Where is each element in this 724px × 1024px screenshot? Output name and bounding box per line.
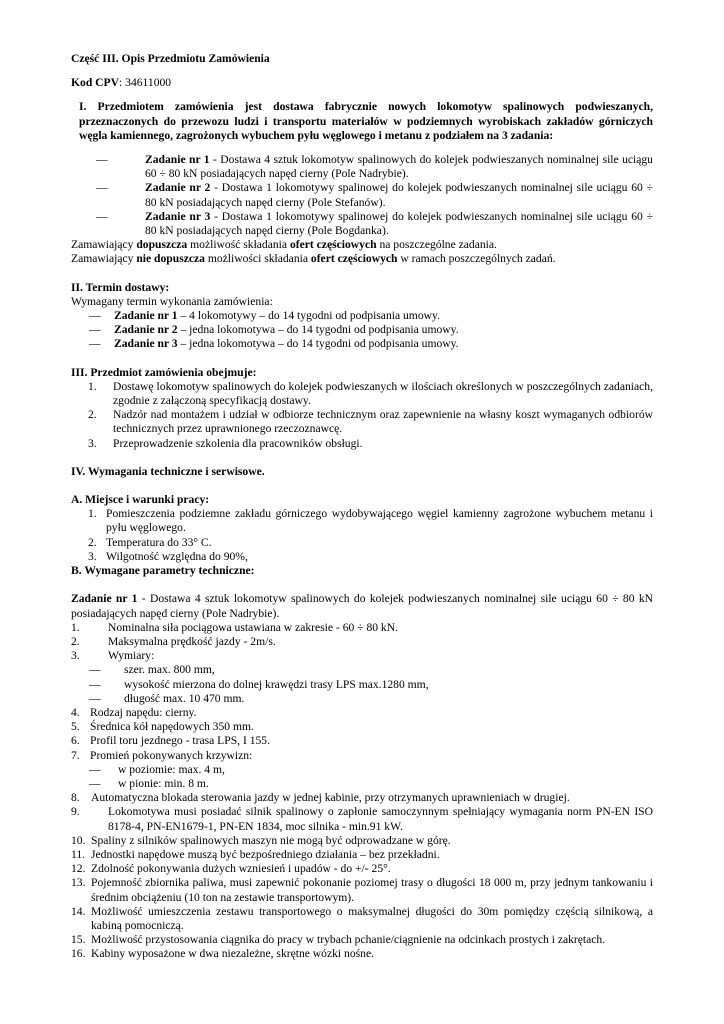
- termin-title: II. Termin dostawy:: [71, 280, 170, 294]
- list-item: [71, 848, 653, 862]
- dash-bullet: —: [89, 663, 101, 677]
- item-text: Kabiny wyposażone w dwa niezależne, skrętne wózki nośne.: [91, 947, 374, 961]
- tech-list-3: [71, 791, 653, 961]
- item-text: Dostawę lokomotyw spalinowych do kolejek podwieszanych w ilościach określonych w poszczególnych zadaniach, zgodnie z załączoną specyfikacją dostawy.: [113, 379, 653, 408]
- text-run: na poszczególne zadania.: [376, 238, 497, 252]
- list-item: [71, 876, 653, 904]
- list-item: [71, 905, 653, 933]
- list-item: [88, 550, 653, 564]
- item-text: Lokomotywa musi posiadać silnik spalinowy o zapłonie samoczynnym spełniający wymagania norm PN-EN ISO 8178-4, PN-EN1679-1, PN-EN 1834, moc silnika - min.91 kW.: [108, 805, 653, 833]
- item-number: 6.: [71, 734, 80, 748]
- item-text: Rodzaj napędu: cierny.: [90, 705, 197, 719]
- item-number: 8.: [71, 791, 80, 805]
- list-item: [95, 153, 653, 181]
- dash-bullet: —: [96, 209, 108, 223]
- item-number: 16.: [71, 947, 86, 961]
- item-text: szer. max. 800 mm,: [124, 663, 215, 677]
- list-item: [71, 749, 653, 763]
- cpv-sep: :: [119, 76, 123, 90]
- wymagania-title: IV. Wymagania techniczne i serwisowe.: [71, 464, 265, 478]
- list-item: [71, 635, 653, 649]
- text-run: możliwość składania: [187, 238, 290, 252]
- text-run: ofert częściowych: [310, 252, 398, 266]
- list-item: [95, 181, 653, 209]
- item-number: 1.: [88, 507, 97, 521]
- text-run: Zamawiający: [71, 238, 137, 252]
- intro-line-rest: przeznaczonych do przewozu ludzi i transportu materiałów w podziemnych wyrobiskach zakładów górniczych węgla kamiennego, zagrożonych wybuchem pyłu węglowego i metanu z podziałem na 3 zadania:: [79, 114, 653, 142]
- tech-list-2: [71, 706, 653, 763]
- list-item: [95, 210, 653, 238]
- item-text: Temperatura do 33° C.: [106, 535, 212, 549]
- item-text: Nominalna siła pociągowa ustawiana w zakresie - 60 ÷ 80 kN.: [108, 620, 399, 634]
- dash-bullet: —: [89, 337, 101, 351]
- termin-list: [71, 309, 653, 352]
- miejsce-title: A. Miejsce i warunki pracy:: [71, 493, 210, 507]
- oferty-line: [71, 238, 653, 252]
- list-item: [89, 777, 653, 791]
- list-item: [88, 536, 653, 550]
- item-text: Spaliny z silników spalinowych maszyn nie mogą być odprowadzane w górę.: [91, 833, 451, 847]
- termin-text: – jedna lokomotywa – do 14 tygodni od podpisania umowy.: [177, 323, 459, 337]
- text-run: ofert częściowych: [289, 238, 377, 252]
- item-number: 11.: [71, 847, 86, 861]
- dash-bullet: —: [89, 691, 101, 705]
- list-item: [71, 706, 653, 720]
- list-item: [89, 663, 653, 677]
- item-number: 5.: [71, 720, 80, 734]
- item-number: 3.: [71, 649, 80, 663]
- list-item: [71, 862, 653, 876]
- parametry-title: B. Wymagane parametry techniczne:: [71, 564, 255, 578]
- item-text: Nadzór nad montażem i udział w odbiorze technicznym oraz zapewnienie na własny koszt wymaganych odbiorów technicznych przez uprawnionego rzeczoznawcę.: [113, 408, 653, 436]
- item-number: 3.: [88, 436, 97, 450]
- item-number: 1.: [88, 379, 97, 393]
- list-item: [71, 834, 653, 848]
- list-item: [89, 309, 653, 323]
- cpv-line: [71, 76, 653, 90]
- miejsce-list: [71, 507, 653, 564]
- text-run: w ramach poszczególnych zadań.: [397, 252, 556, 266]
- list-item: [88, 507, 653, 535]
- przedmiot-list: [71, 380, 653, 451]
- item-text: wysokość mierzona do dolnej krawędzi trasy LPS max.1280 mm,: [124, 677, 429, 691]
- document-page: [71, 52, 653, 962]
- cpv-code: 34611000: [125, 76, 172, 90]
- item-number: 2.: [71, 634, 80, 648]
- list-item: [71, 621, 653, 635]
- list-item: [89, 337, 653, 351]
- item-number: 9.: [71, 805, 80, 819]
- dash-bullet: —: [96, 153, 108, 167]
- dash-bullet: —: [96, 181, 108, 195]
- text-run: możliwości składania: [204, 252, 311, 266]
- item-text: Automatyczna blokada sterowania jazdy w jednej kabinie, przy otrzymanych uprawnieniach w drugiej.: [91, 791, 570, 805]
- przedmiot-title: III. Przedmiot zamówienia obejmuje:: [71, 365, 257, 379]
- promien-list: [71, 763, 653, 791]
- zadanie-label: Zadanie nr 1: [145, 153, 210, 167]
- dash-bullet: —: [89, 776, 101, 790]
- zadanie-text: - Dostawa 1 lokomotywy spalinowej do kolejek podwieszanych nominalnej sile uciągu 60 ÷ 80 kN posiadających napęd cierny (Pole Bogdanka).: [145, 209, 653, 238]
- list-item: [89, 323, 653, 337]
- zadanie-label: Zadanie nr 3: [145, 209, 211, 223]
- item-number: 3.: [88, 549, 97, 563]
- dash-bullet: —: [89, 762, 101, 776]
- item-number: 2.: [88, 408, 97, 422]
- cpv-label: Kod CPV: [71, 76, 119, 90]
- item-text: Zdolność pokonywania dużych wzniesień i upadów - do +/- 25°.: [91, 862, 391, 876]
- text-run: nie dopuszcza: [136, 252, 205, 266]
- list-item: [88, 408, 653, 436]
- item-number: 12.: [71, 862, 86, 876]
- list-item: [89, 678, 653, 692]
- item-text: Wymiary:: [108, 649, 155, 663]
- list-item: [71, 734, 653, 748]
- wymiary-list: [71, 663, 653, 706]
- item-number: 13.: [71, 876, 86, 890]
- item-text: w pionie: min. 8 m.: [118, 776, 209, 790]
- item-text: Przeprowadzenie szkolenia dla pracowników obsługi.: [113, 436, 363, 450]
- item-number: 7.: [71, 748, 80, 762]
- item-text: w poziomie: max. 4 m,: [118, 762, 225, 776]
- item-number: 1.: [71, 620, 80, 634]
- oferty-line: [71, 252, 653, 266]
- zadanie-label: Zadanie nr 3: [114, 337, 178, 351]
- item-text: Wilgotność względna do 90%,: [106, 549, 248, 563]
- item-text: Maksymalna prędkość jazdy - 2m/s.: [108, 634, 276, 648]
- zadanie-label: Zadanie nr 1: [114, 309, 178, 323]
- list-item: [71, 933, 653, 947]
- list-item: [71, 649, 653, 663]
- item-text: Średnica kół napędowych 350 mm.: [90, 720, 254, 734]
- zadanie-label: Zadanie nr 2: [145, 181, 211, 195]
- list-item: [89, 763, 653, 777]
- item-text: Profil toru jezdnego - trasa LPS, I 155.: [90, 734, 270, 748]
- list-item: [71, 805, 653, 833]
- text-run: Zamawiający: [71, 252, 137, 266]
- item-text: Promień pokonywanych krzywizn:: [90, 748, 253, 762]
- list-item: [89, 692, 653, 706]
- text-run: dopuszcza: [136, 238, 188, 252]
- item-text: długość max. 10 470 mm.: [124, 691, 245, 705]
- section-heading: Część III. Opis Przedmiotu Zamówienia: [71, 52, 270, 65]
- zadania-list: [71, 153, 653, 238]
- dash-bullet: —: [89, 677, 101, 691]
- item-text: Pomieszczenia podziemne zakładu górniczego wydobywającego węgiel kamienny zagrożone wybuchem metanu i pyłu węglowego.: [106, 507, 653, 535]
- item-number: 10.: [71, 833, 86, 847]
- list-item: [88, 437, 653, 451]
- list-item: [71, 947, 653, 961]
- item-number: 2.: [88, 535, 97, 549]
- termin-intro: Wymagany termin wykonania zamówienia:: [71, 294, 273, 308]
- item-text: Pojemność zbiornika paliwa, musi zapewnić pokonanie poziomej trasy o długości 18 000 m, przy jednym tankowaniu i średnim obciążeniu (10 ton na zestawie transportowym).: [91, 876, 653, 904]
- zadanie-label: Zadanie nr 1: [71, 592, 138, 606]
- item-text: Jednostki napędowe muszą być bezpośredniego działania – bez przekładni.: [91, 847, 440, 861]
- list-item: [71, 720, 653, 734]
- intro-line-1: I. Przedmiotem zamówienia jest dostawa fabrycznie nowych lokomotyw spalinowych podwieszanych,: [79, 100, 653, 114]
- item-number: 15.: [71, 933, 86, 947]
- list-item: [88, 380, 653, 408]
- termin-text: – jedna lokomotywa – do 14 tygodni od podpisania umowy.: [177, 337, 459, 351]
- intro-paragraph: [79, 100, 653, 143]
- tech-list: [71, 621, 653, 664]
- zadanie-text: - Dostawa 4 sztuk lokomotyw spalinowych do kolejek podwieszanych nominalnej sile uciągu 60 ÷ 80 kN posiadających napęd cierny (Pole Nadrybie).: [71, 592, 653, 620]
- item-text: Możliwość przystosowania ciągnika do pracy w trybach pchanie/ciągnienie na odcinkach prostych i zakrętach.: [91, 933, 606, 947]
- zadanie-text: - Dostawa 1 lokomotywy spalinowej do kolejek podwieszanych nominalnej sile uciągu 60 ÷ 80 kN posiadających napęd cierny (Pole Stefanów).: [145, 181, 653, 209]
- zadanie1-paragraph: [71, 592, 653, 620]
- item-text: Możliwość umieszczenia zestawu transportowego o maksymalnej długości do 30m pomiędzy częścią silnikową, a kabiną pomocniczą.: [91, 904, 653, 932]
- zadanie-label: Zadanie nr 2: [114, 323, 178, 337]
- termin-text: – 4 lokomotywy – do 14 tygodni od podpisania umowy.: [177, 309, 440, 323]
- dash-bullet: —: [89, 323, 101, 337]
- zadanie-text: - Dostawa 4 sztuk lokomotyw spalinowych do kolejek podwieszanych nominalnej sile uciągu 60 ÷ 80 kN posiadających napęd cierny (Pole Nadrybie).: [145, 153, 653, 181]
- list-item: [71, 791, 653, 805]
- item-number: 4.: [71, 705, 80, 719]
- dash-bullet: —: [89, 309, 101, 323]
- item-number: 14.: [71, 904, 86, 918]
